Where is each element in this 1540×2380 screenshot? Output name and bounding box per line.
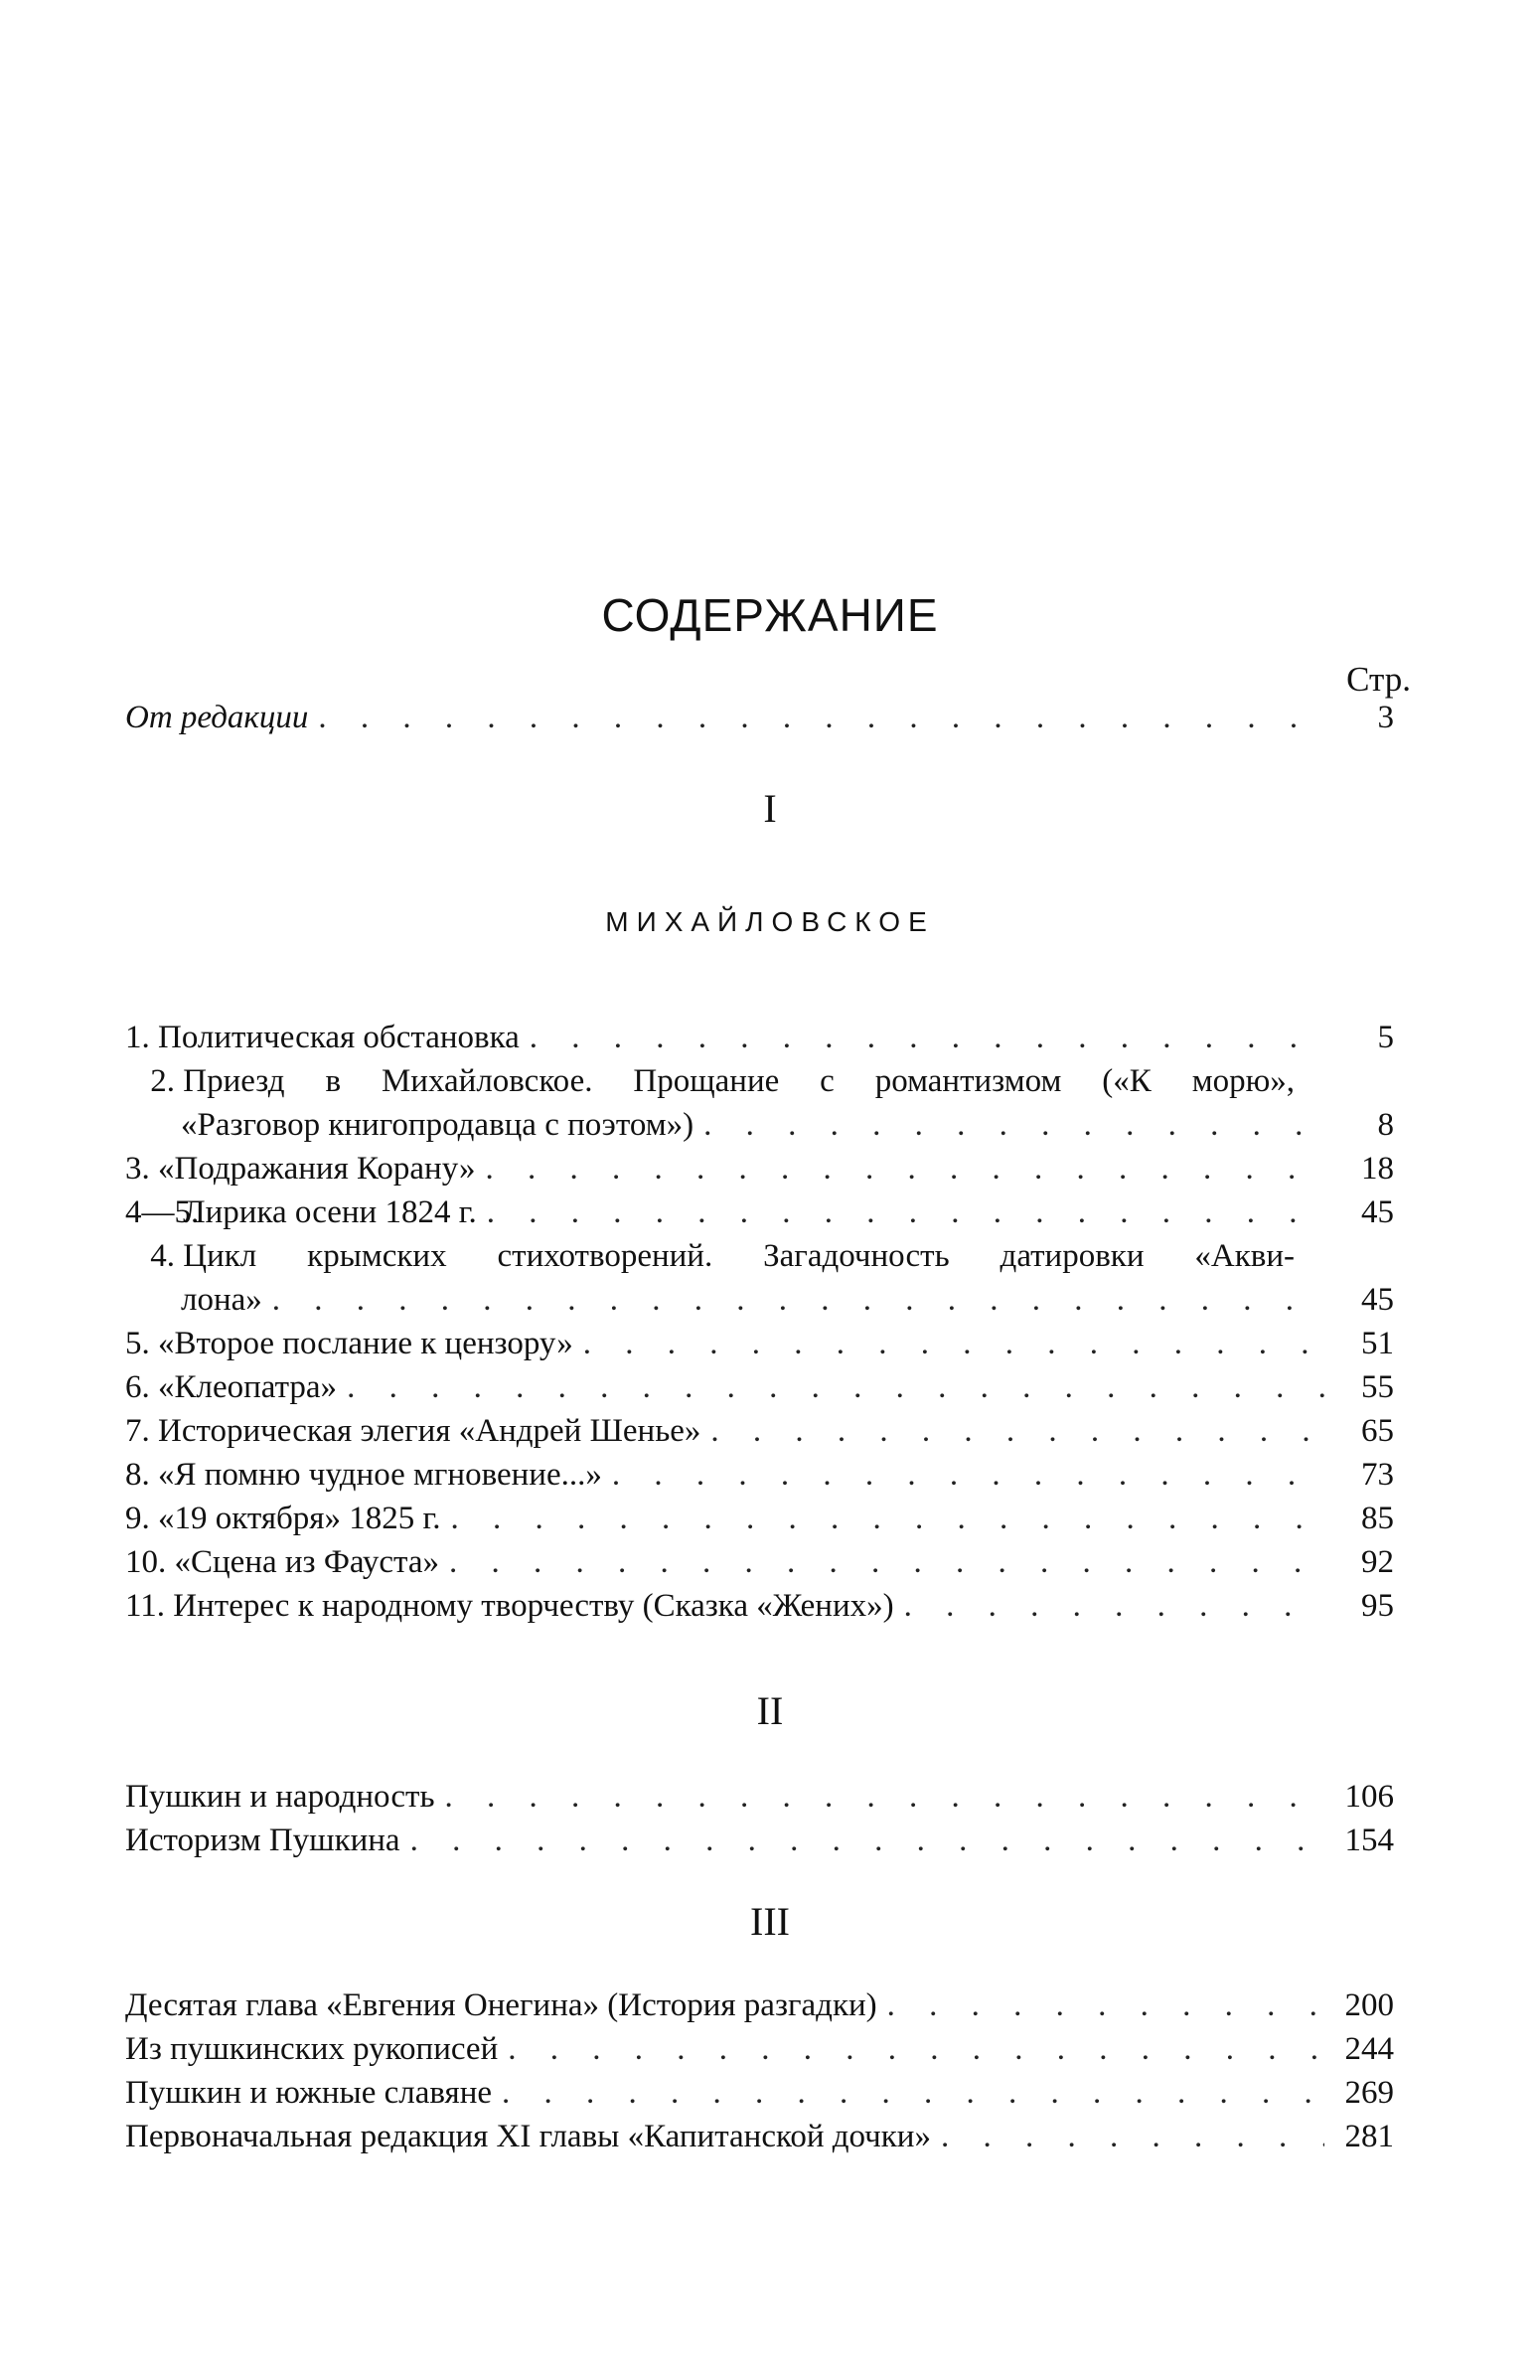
toc-entry-page: 3 xyxy=(1377,700,1394,735)
toc-entry-text: «Разговор книгопродавца с поэтом») xyxy=(181,1107,694,1143)
toc-entry[interactable] xyxy=(125,1983,1394,2027)
dot-leader xyxy=(445,1775,1324,1819)
dot-leader xyxy=(583,1322,1324,1365)
toc-entry-text: Приезд в Михайловское. Прощание с романтизмом («К морю», xyxy=(183,1063,1295,1099)
toc-entry-number: 4—5. xyxy=(125,1194,200,1230)
toc-entry[interactable] xyxy=(125,1453,1394,1497)
page-title: СОДЕРЖАНИЕ xyxy=(601,589,939,641)
toc-entry[interactable] xyxy=(125,1819,1394,1862)
toc-entry[interactable] xyxy=(125,1365,1394,1409)
dot-leader xyxy=(612,1453,1324,1497)
toc-entry-page: 200 xyxy=(1344,1987,1394,2023)
toc-entry[interactable] xyxy=(125,1540,1394,1584)
toc-entry-number: 3. xyxy=(125,1151,150,1187)
toc-entry-number: 10. xyxy=(125,1544,167,1580)
toc-entry[interactable] xyxy=(125,1584,1394,1628)
toc-entry-text: Историческая элегия «Андрей Шенье» xyxy=(158,1413,701,1449)
toc-entry-text: Пушкин и народность xyxy=(125,1779,435,1815)
toc-entry[interactable] xyxy=(125,1016,1394,1059)
toc-entry[interactable] xyxy=(125,1409,1394,1453)
dot-leader xyxy=(530,1016,1324,1059)
toc-entry[interactable] xyxy=(125,1147,1394,1190)
dot-leader xyxy=(508,2027,1324,2071)
toc-entry-page: 95 xyxy=(1361,1588,1394,1624)
toc-entry[interactable] xyxy=(125,1497,1394,1540)
toc-entry-text: Лирика осени 1824 г. xyxy=(183,1194,477,1230)
dot-leader xyxy=(487,1190,1324,1234)
dot-leader xyxy=(710,1409,1324,1453)
page-column-label: Стр. xyxy=(1346,660,1411,699)
toc-entry-page: 244 xyxy=(1344,2031,1394,2067)
toc-entry-page: 281 xyxy=(1344,2119,1394,2154)
toc-entry[interactable] xyxy=(125,2027,1394,2071)
dot-leader xyxy=(502,2071,1324,2115)
toc-entry-page: 45 xyxy=(1361,1194,1394,1230)
toc-entry-page: 85 xyxy=(1361,1501,1394,1536)
toc-entry-text: «19 октября» 1825 г. xyxy=(158,1501,441,1536)
toc-entry-text: Интерес к народному творчеству (Сказка «Жених») xyxy=(173,1588,894,1624)
toc-entry-text: лона» xyxy=(181,1282,262,1318)
dot-leader xyxy=(449,1540,1324,1584)
dot-leader xyxy=(347,1365,1324,1409)
toc-entry-text: Политическая обстановка xyxy=(158,1020,520,1055)
toc-entry-page: 18 xyxy=(1361,1151,1394,1187)
toc-entry-page: 65 xyxy=(1361,1413,1394,1449)
toc-entry-text: От редакции xyxy=(125,700,309,735)
toc-entry[interactable] xyxy=(125,1190,1394,1234)
toc-entry[interactable] xyxy=(125,2071,1394,2115)
toc-entry-text: Пушкин и южные славяне xyxy=(125,2075,493,2111)
toc-entry-page: 106 xyxy=(1344,1779,1394,1815)
toc-entry-number: 1. xyxy=(125,1020,150,1055)
toc-entry-number: 11. xyxy=(125,1588,166,1624)
dot-leader xyxy=(451,1497,1324,1540)
toc-entry-text: «Я помню чудное мгновение...» xyxy=(158,1457,602,1493)
section-numeral-1: I xyxy=(763,786,777,831)
dot-leader xyxy=(941,2115,1324,2158)
toc-entry-text: «Сцена из Фауста» xyxy=(174,1544,439,1580)
toc-entry-text: Историзм Пушкина xyxy=(125,1823,400,1858)
toc-entry-text: «Клеопатра» xyxy=(158,1369,338,1405)
dot-leader xyxy=(486,1147,1324,1190)
dot-leader xyxy=(887,1983,1324,2027)
toc-entry-number: 8. xyxy=(125,1457,150,1493)
toc-entry-page: 51 xyxy=(1361,1326,1394,1361)
toc-entry-text: «Подражания Корану» xyxy=(158,1151,476,1187)
toc-entry-page: 269 xyxy=(1344,2075,1394,2111)
dot-leader xyxy=(410,1819,1324,1862)
toc-entry-continuation[interactable] xyxy=(181,1278,1394,1322)
toc-entry[interactable] xyxy=(125,1775,1394,1819)
section-numeral-3: III xyxy=(750,1899,790,1944)
toc-entry-number: 4. xyxy=(150,1238,175,1274)
toc-entry[interactable] xyxy=(125,1322,1394,1365)
toc-entry-page: 8 xyxy=(1377,1107,1394,1143)
dot-leader xyxy=(318,696,1324,739)
toc-entry-number: 6. xyxy=(125,1369,150,1405)
toc-entry[interactable] xyxy=(125,2115,1394,2158)
toc-entry-number: 2. xyxy=(150,1063,175,1099)
toc-entry-number: 7. xyxy=(125,1413,150,1449)
dot-leader xyxy=(703,1103,1324,1147)
toc-entry-intro[interactable] xyxy=(125,696,1394,739)
toc-entry-page: 154 xyxy=(1344,1823,1394,1858)
toc-entry-text: Десятая глава «Евгения Онегина» (История разгадки) xyxy=(125,1987,877,2023)
dot-leader xyxy=(904,1584,1324,1628)
toc-entry-number: 5. xyxy=(125,1326,150,1361)
toc-entry-number: 9. xyxy=(125,1501,150,1536)
toc-entry-text: Из пушкинских рукописей xyxy=(125,2031,499,2067)
toc-entry-page: 92 xyxy=(1361,1544,1394,1580)
toc-entry-text: «Второе послание к цензору» xyxy=(158,1326,573,1361)
toc-entry-page: 45 xyxy=(1361,1282,1394,1318)
section-heading-1: МИХАЙЛОВСКОЕ xyxy=(605,906,935,937)
dot-leader xyxy=(272,1278,1324,1322)
toc-entry[interactable] xyxy=(125,1234,1394,1278)
toc-entry-page: 73 xyxy=(1361,1457,1394,1493)
toc-entry[interactable] xyxy=(125,1059,1394,1103)
toc-entry-text: Первоначальная редакция XI главы «Капитанской дочки» xyxy=(125,2119,931,2154)
toc-entry-text: Цикл крымских стихотворений. Загадочность датировки «Акви- xyxy=(183,1238,1295,1274)
toc-entry-page: 5 xyxy=(1377,1020,1394,1055)
toc-entry-page: 55 xyxy=(1361,1369,1394,1405)
toc-entry-continuation[interactable] xyxy=(181,1103,1394,1147)
section-numeral-2: II xyxy=(756,1688,784,1733)
